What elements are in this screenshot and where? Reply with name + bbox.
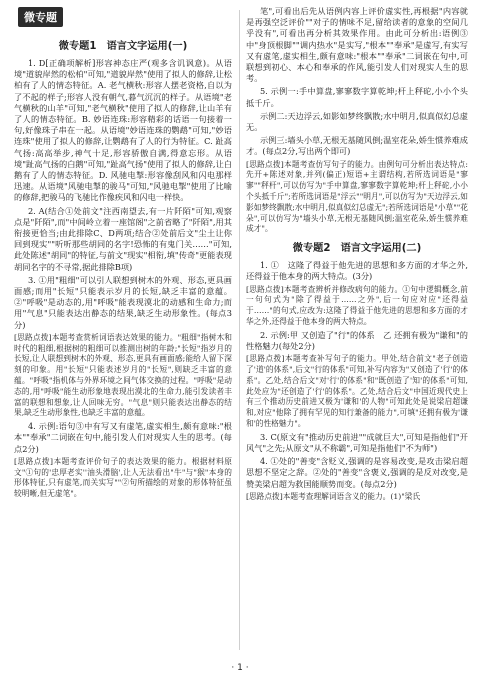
analysis-paragraph: [思路点拨]本题考查仿写句子的能力。由例句可分析出表达特点:先开+陈述对象,并列(偏正)短语+主谓结构,若所选词语是"寥寥""秤杆",可以仿写为"手中算盘,寥寥数字算乾坤;杆上秤砣,小小个头抵千斤";若所选词语是"浮云""明月",可以仿写为"天边浮云,如影如梦终飘散;水中明月,似真似幻总虚无";若所选词语是"小草""花朵",可以仿写为"墙头小草,无根无基随风倒;温室花朵,娇生惯养难成才"。 [246,159,468,234]
answer-paragraph: 示例三:墙头小草,无根无基随风倒;温室花朵,娇生惯养难成才。(每点2分,写出两个即可) [246,135,468,157]
analysis-paragraph: [思路点拨]本题考查评价句子的表达效果的能力。根据材料原文"①句的'忠厚老实''油头滑脑',让人无法看出"牛"与"猴"本身的形体特征,只有虚笔,而关实写""②句所描绘的对象的形体特征虽较明晰,但无虚笔"。 [14,456,232,499]
answer-paragraph: 4. ①处的"善变"含贬义,强调的是容易改变,是攻击梁启超思想不坚定之辞。②处的"善变"含褒义,强调的是反对改变,是赞美梁启超为救国能顺势而变。(每点2分) [246,456,468,489]
answer-paragraph: 5. 示例一:手中算盘,寥寥数字算乾坤;杆上秤砣,小小个头抵千斤。 [246,86,468,108]
section-tag: 微专题 [18,7,63,27]
column-divider [239,10,240,650]
analysis-paragraph: [思路点拨]本题考查辨析并修改病句的能力。①句中逻辑概念,前一句句式为"除了得益于……之外",后一句应对应"还得益于……"的句式,应改为:这隆了得益于他先进的思想和多方面的才华之外,还得益于他本身的两大特点。 [246,284,468,327]
left-column [14,6,232,656]
answer-paragraph: 1. ① 这隆了得益于他先进的思想和多方面的才华之外,还得益于他本身的两大特点。(3分) [246,260,468,282]
section-title-1: 微专题1 语言文字运用(一) [58,41,188,52]
answer-paragraph: 4. 示例:语句③中有写又有虚笔,虚实相生,颇有意味:"根本""奉承"二词嵌在句中,能引发人们对现实人生的思考。(每点2分) [14,421,232,454]
page-number: · 1 · [231,663,249,673]
section-title-2: 微专题2 语言文字运用(二) [292,243,422,255]
answer-paragraph: 3. ①用"粗细"可以引人联想到树木的外观、形态,更具画面感;而用"长短"只能表示岁月的长短,缺乏丰富的意蕴。②"呼吸"是动态的,用"呼吸"能表现漠北的动感和生命力;而用"气息"只能表达出静态的结果,缺乏生动形象性。(每点3分) [14,274,232,330]
left-paragraphs [14,58,232,500]
answer-paragraph: 3. C(原文有"推动历史前进""成就巨大",可知是指他们"开风气"之先;从原文"从不称霸",可知是指他们"不为师") [246,431,468,453]
right-paragraphs-bottom [246,260,468,502]
right-column [246,6,468,656]
analysis-paragraph: [思路点拨]本题考查补写句子的能力。甲处,结合前文"老子创造了'道'的体系",后文"行的体系"可知,补写内容为"又创造了'行'的体系"。乙处,结合后文"对'行'的体系"和"既创造了'知'的体系"可知,此处应为"还创造了'行'的体系"。乙处,结合后文"中国近现代史上有三个推动历史前进又极为'谦和'的人物"可知此处是说梁启超谦和,对应"他除了拥有罕见的知行兼备的能力",可填"还拥有极为'谦和'的性格魅力"。 [246,354,468,428]
answer-paragraph: 2. 示例:甲 又创造了"行"的体系 乙 还拥有极为"谦和"的性格魅力(每处2分) [246,329,468,352]
answer-paragraph: 笔",可看出后先从语例内容上评价虚实性,再根据"内容就是再强空泛评价""对子的情味不足,留给读者的意象的空间几乎没有",可看出再分析其效果作用。由此可分析出:语例③中"身顶根脚""调内热水"是实写,"根本""奉承"是虚写,有实写又有虚笔,虚实相生,颇有意味:"根本""奉承"二词嵌在句中,可联想到初心、本心和奉承的作风,能引发人们对现实人生的思考。 [246,6,468,84]
analysis-paragraph: [思路点拨]本题考查理解词语含义的能力。(1)"梁氏 [246,491,421,501]
answer-paragraph: 示例二:天边浮云,如影如梦终飘散;水中明月,似真似幻总虚无。 [246,110,468,133]
answer-paragraph: 2. A(结合①处前文"注西南望去,有一片阡陌"可知,观察点是"阡陌",而"中间岭立着一座馆阁"之前省略了"阡陌",用其衔接更恰当;由此排除C、D两项;结合②处前后文"尘土让你回到现实""听听那些胡同的名字!恐怖的有鬼门关……"可知,此处陈述"胡同"的特征,与前文"现实"相衔,填"传奇"更能表现胡同名字的不寻常,据此排除B项) [14,205,232,272]
answer-paragraph: 1. D[正确项解析]形容神态庄严(观多含讥讽意)。从语境"道貌岸然的松柏"可知,"道貌岸然"使用了拟人的修辞,让松柏有了人的情态特征。A. 老气横秋:形容人摆老资格,自以为了不起的样子;形容人没有朝气,暮气沉沉的样子。从语境"老气横秋的山羊"可知,"老气横秋"使用了拟人的修辞,让山羊有了人的情态特征。B. 妙语连珠:形容精彩的话语一句接着一句,好像珠子串在一起。从语境"妙语连珠的鹦鹉"可知,"妙语连珠"使用了拟人的修辞,让鹦鹉有了人的行为特征。C. 趾高气扬:高高举步,神气十足,形容骄傲自满,得意忘形。从语境"趾高气扬的白鹅"可知,"趾高气扬"使用了拟人的修辞,让白鹅有了人的情态特征。D. 风驰电掣:形容像刮风和闪电那样迅速。从语境"风驰电掣的骏马"可知,"风驰电掣"使用了比喻的修辞,把骏马的飞驰比作像疾风和闪电一样快。 [14,58,232,203]
right-paragraphs-top [246,6,468,235]
analysis-paragraph: [思路点拨]本题考查赏析词语表达效果的能力。"粗细"指树木和时代的粗细,根据树的粗细可以推测出树的年龄;"长短"指岁月的长短,让人联想到树木的外观、形态,更具有画面感;能给人留下深刻的印象。用"长短"只能表述岁月的"长短",则缺乏丰富的意蕴。"呼吸"指机体与外界环境之间气体交换的过程。"呼吸"是动态的,用"呼吸"能生动形象地表现出漠北的生命力,能引发读者丰富的联想和想象,让人回味无穷。"气息"则只能表达出静态的结果,缺乏生动形象性,也缺乏丰富的意蕴。 [14,332,232,418]
